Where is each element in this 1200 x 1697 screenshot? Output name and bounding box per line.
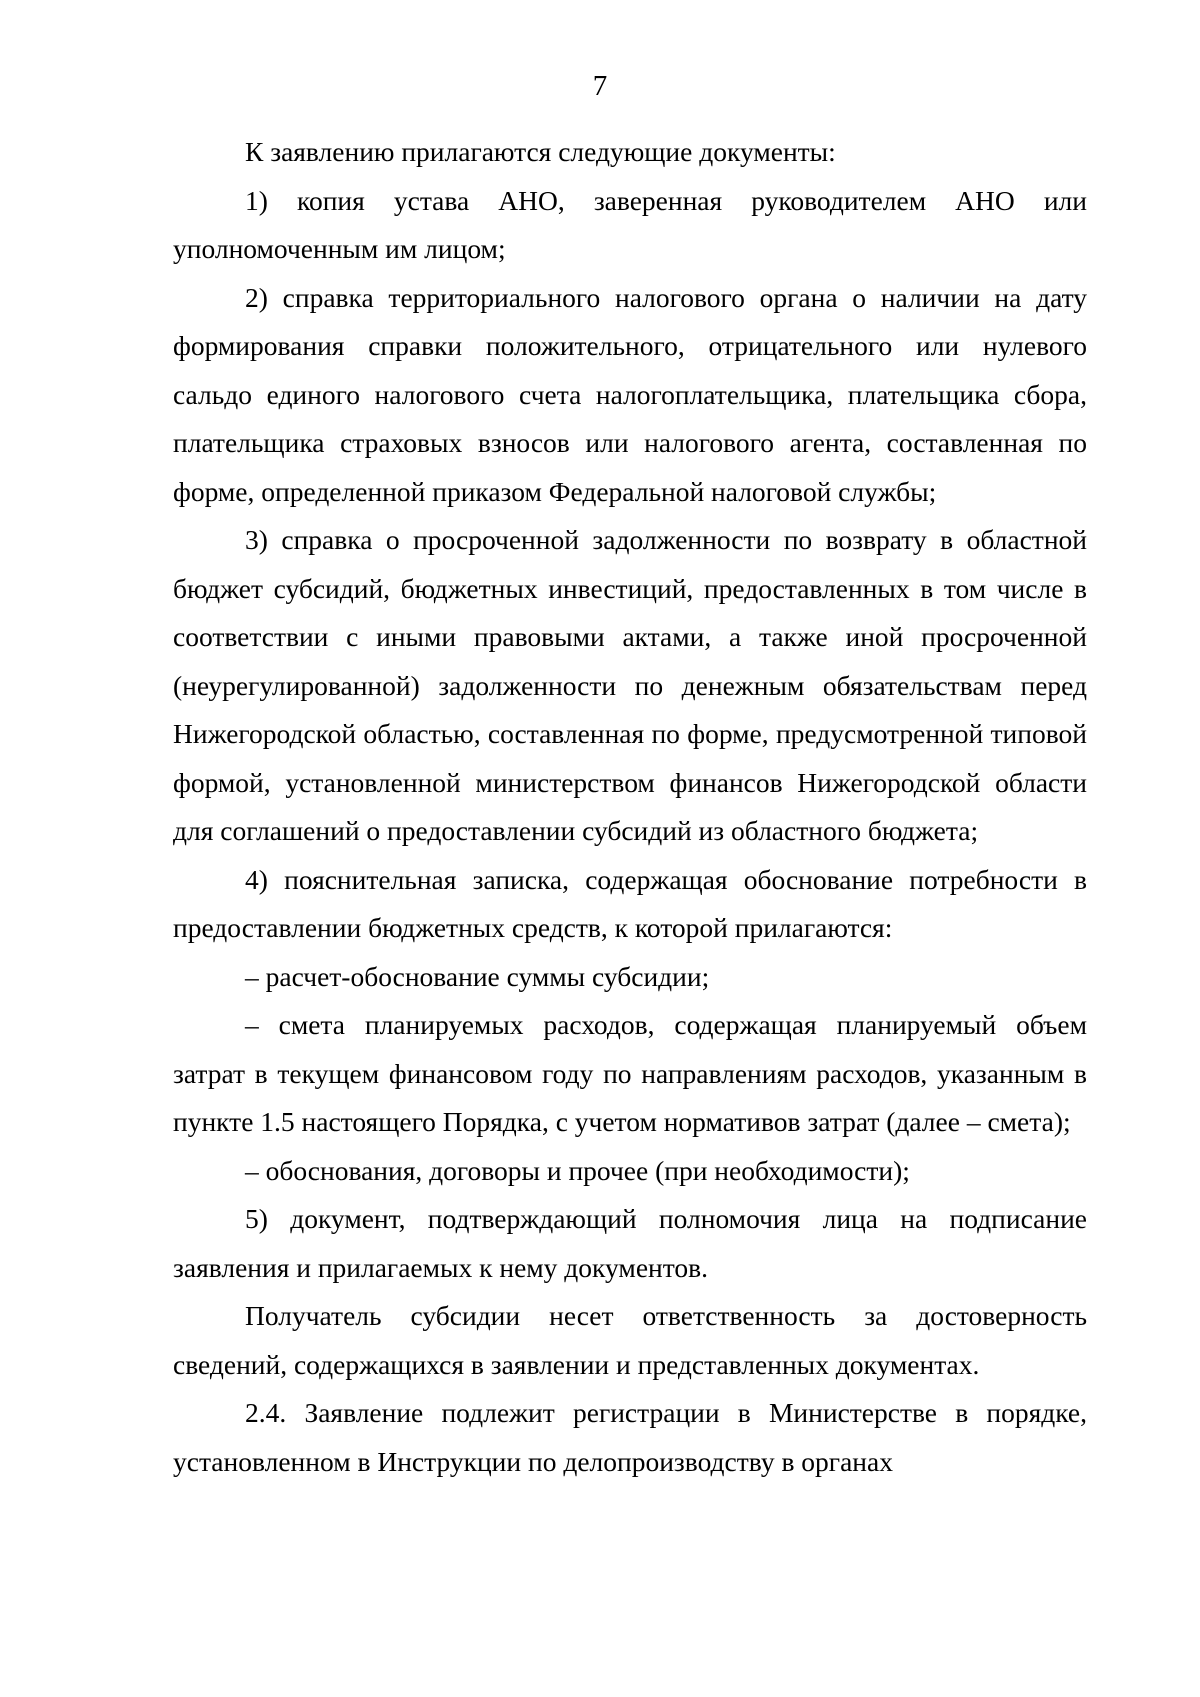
paragraph-dash-calc: – расчет-обоснование суммы субсидии;	[245, 960, 710, 992]
paragraph-item-4: 4) пояснительная записка, содержащая обоснование потребности в предоставлении бюджетных средств, к которой прилагаются:	[173, 863, 1087, 943]
paragraph-dash-estimate: – смета планируемых расходов, содержащая планируемый объем затрат в текущем финансовом году по направлениям расходов, указанным в пункте 1.5 настоящего Порядка, с учетом нормативов затрат (далее – смета);	[173, 1009, 1087, 1137]
paragraph-dash-justifications: – обоснования, договоры и прочее (при необходимости);	[245, 1154, 910, 1186]
paragraph-attachments-intro: К заявлению прилагаются следующие документы:	[245, 136, 836, 167]
paragraph-item-1: 1) копия устава АНО, заверенная руководителем АНО или уполномоченным им лицом;	[173, 184, 1087, 264]
paragraph-2-4: 2.4. Заявление подлежит регистрации в Министерстве в порядке, установленном в Инструкции по делопроизводству в органах	[173, 1397, 1087, 1477]
page-number: 7	[592, 70, 608, 102]
paragraph-item-5: 5) документ, подтверждающий полномочия лица на подписание заявления и прилагаемых к нему документов.	[173, 1203, 1087, 1283]
paragraph-item-3: 3) справка о просроченной задолженности по возврату в областной бюджет субсидий, бюджетных инвестиций, предоставленных в том числе в соответствии с иными правовыми актами, а также иной просроченной (неурегулированной) задолженности по денежным обязательствам перед Нижегородской областью, составленная по форме, предусмотренной типовой формой, установленной министерством финансов Нижегородской области для соглашений о предоставлении субсидий из областного бюджета;	[173, 524, 1087, 846]
paragraph-item-2: 2) справка территориального налогового органа о наличии на дату формирования справки положительного, отрицательного или нулевого сальдо единого налогового счета налогоплательщика, плательщика сбора, плательщика страховых взносов или налогового агента, составленная по форме, определенной приказом Федеральной налоговой службы;	[173, 281, 1087, 507]
document-body	[173, 128, 1087, 1486]
paragraph-responsibility: Получатель субсидии несет ответственность за достоверность сведений, содержащихся в заявлении и представленных документах.	[173, 1300, 1087, 1380]
